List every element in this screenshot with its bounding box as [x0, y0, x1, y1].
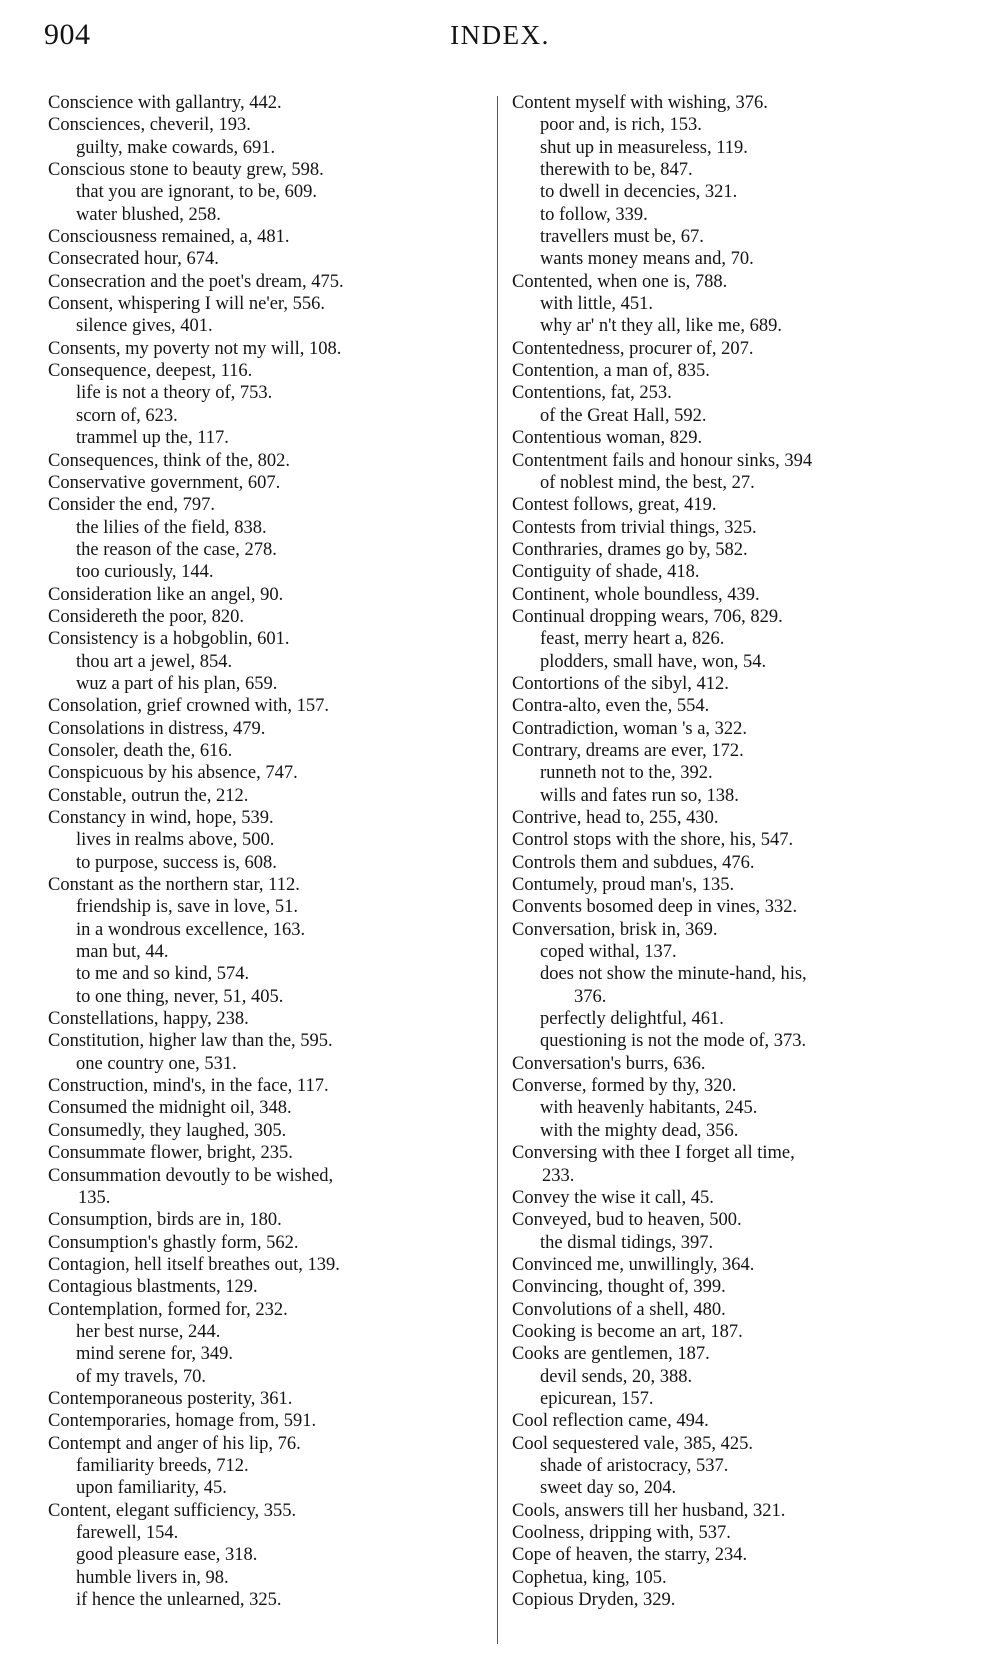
index-subentry: therewith to be, 847.	[540, 160, 693, 181]
index-entry: Contests from trivial things, 325.	[512, 517, 757, 538]
index-subentry: with the mighty dead, 356.	[540, 1120, 739, 1141]
index-entry: Consummation devoutly to be wished,	[48, 1165, 334, 1186]
index-entry: Consumption, birds are in, 180.	[48, 1210, 282, 1231]
index-subentry: if hence the unlearned, 325.	[76, 1590, 282, 1611]
index-entry: Consideration like an angel, 90.	[48, 584, 284, 605]
index-entry: Conversation's burrs, 636.	[512, 1053, 706, 1074]
index-entry: Cophetua, king, 105.	[512, 1567, 667, 1588]
index-entry: Consoler, death the, 616.	[48, 740, 233, 761]
index-entry: Contrary, dreams are ever, 172.	[512, 740, 744, 761]
index-entry: Conveyed, bud to heaven, 500.	[512, 1210, 742, 1231]
index-subentry: upon familiarity, 45.	[76, 1478, 227, 1499]
index-subentry: plodders, small have, won, 54.	[540, 651, 767, 672]
index-subentry: guilty, make cowards, 691.	[76, 137, 276, 158]
index-entry: Copious Dryden, 329.	[512, 1590, 676, 1611]
index-entry: Convey the wise it call, 45.	[512, 1187, 714, 1208]
index-entry: Consciousness remained, a, 481.	[48, 227, 290, 248]
index-subentry: feast, merry heart a, 826.	[540, 629, 725, 650]
index-entry: Contagious blastments, 129.	[48, 1277, 258, 1298]
index-entry: Consumed the midnight oil, 348.	[48, 1098, 292, 1119]
index-subentry: epicurean, 157.	[540, 1388, 654, 1409]
index-entry: Cooks are gentlemen, 187.	[512, 1344, 710, 1365]
index-subentry: wants money means and, 70.	[540, 249, 754, 270]
page-title: INDEX.	[450, 20, 550, 50]
index-subentry: humble livers in, 98.	[76, 1567, 229, 1588]
index-subentry: with little, 451.	[540, 294, 654, 315]
index-entry: Consumption's ghastly form, 562.	[48, 1232, 299, 1253]
index-entry: Convolutions of a shell, 480.	[512, 1299, 726, 1320]
index-entry: Consolations in distress, 479.	[48, 718, 266, 739]
index-entry: Control stops with the shore, his, 547.	[512, 830, 794, 851]
index-entry: Consequences, think of the, 802.	[48, 450, 290, 471]
index-subentry: of noblest mind, the best, 27.	[540, 472, 755, 493]
index-entry: Constable, outrun the, 212.	[48, 785, 249, 806]
index-entry: Contempt and anger of his lip, 76.	[48, 1433, 301, 1454]
index-entry-continuation: 376.	[574, 986, 607, 1007]
index-entry: Continual dropping wears, 706, 829.	[512, 606, 783, 627]
index-entry: Contra-alto, even the, 554.	[512, 696, 710, 717]
index-entry: Cool sequestered vale, 385, 425.	[512, 1433, 753, 1454]
index-entry: Convinced me, unwillingly, 364.	[512, 1254, 755, 1275]
index-entry: Contumely, proud man's, 135.	[512, 875, 735, 896]
index-column-left	[48, 92, 478, 1611]
index-subentry: water blushed, 258.	[76, 204, 221, 225]
index-subentry: runneth not to the, 392.	[540, 763, 713, 784]
index-entry: Conversing with thee I forget all time,	[512, 1143, 795, 1164]
index-entry: Conversation, brisk in, 369.	[512, 919, 718, 940]
index-subentry: man but, 44.	[76, 942, 169, 963]
index-subentry: with heavenly habitants, 245.	[540, 1098, 758, 1119]
index-subentry: to dwell in decencies, 321.	[540, 182, 738, 203]
index-entry: Consolation, grief crowned with, 157.	[48, 696, 330, 717]
index-subentry: her best nurse, 244.	[76, 1321, 221, 1342]
index-subentry: why ar' n't they all, like me, 689.	[540, 316, 782, 337]
index-subentry: thou art a jewel, 854.	[76, 651, 233, 672]
index-entry: Content myself with wishing, 376.	[512, 93, 768, 113]
column-divider	[497, 96, 498, 1644]
index-entry: Conservative government, 607.	[48, 472, 281, 493]
index-subentry: farewell, 154.	[76, 1523, 179, 1543]
index-entry: Contention, a man of, 835.	[512, 361, 710, 382]
index-entry: Conspicuous by his absence, 747.	[48, 763, 298, 784]
index-entry: Consummate flower, bright, 235.	[48, 1143, 293, 1164]
index-entry: Consecrated hour, 674.	[48, 249, 219, 270]
index-subentry: the dismal tidings, 397.	[540, 1232, 714, 1253]
index-entry: Content, elegant sufficiency, 355.	[48, 1500, 297, 1521]
index-subentry: lives in realms above, 500.	[76, 830, 275, 851]
index-entry: Contest follows, great, 419.	[512, 495, 717, 516]
index-subentry: of my travels, 70.	[76, 1366, 206, 1387]
index-subentry: does not show the minute-hand, his,	[540, 964, 807, 985]
index-entry: Cope of heaven, the starry, 234.	[512, 1545, 748, 1566]
index-entry: Consistency is a hobgoblin, 601.	[48, 629, 290, 650]
index-subentry: good pleasure ease, 318.	[76, 1545, 258, 1566]
index-entry: Conscious stone to beauty grew, 598.	[48, 160, 324, 181]
index-entry: Contentious woman, 829.	[512, 428, 703, 449]
index-subentry: mind serene for, 349.	[76, 1344, 233, 1365]
index-subentry: wuz a part of his plan, 659.	[76, 673, 278, 694]
index-entry: Conscience with gallantry, 442.	[48, 93, 282, 113]
index-entry: Contagion, hell itself breathes out, 139.	[48, 1254, 340, 1275]
index-column-right	[512, 92, 942, 1611]
index-subentry: poor and, is rich, 153.	[540, 115, 702, 136]
index-subentry: the reason of the case, 278.	[76, 539, 277, 560]
index-subentry: the lilies of the field, 838.	[76, 517, 267, 538]
index-subentry: coped withal, 137.	[540, 942, 677, 963]
index-subentry: to me and so kind, 574.	[76, 964, 250, 985]
index-subentry: sweet day so, 204.	[540, 1478, 677, 1499]
index-entry: Cools, answers till her husband, 321.	[512, 1500, 786, 1521]
index-entry: Considereth the poor, 820.	[48, 606, 245, 627]
index-subentry: shade of aristocracy, 537.	[540, 1455, 729, 1476]
index-subentry: friendship is, save in love, 51.	[76, 897, 298, 918]
index-entry: Converse, formed by thy, 320.	[512, 1076, 737, 1097]
index-entry: Consequence, deepest, 116.	[48, 361, 253, 382]
index-entry: Cool reflection came, 494.	[512, 1411, 709, 1432]
index-subentry: too curiously, 144.	[76, 562, 214, 583]
index-entry: Continent, whole boundless, 439.	[512, 584, 760, 605]
index-entry: Consumedly, they laughed, 305.	[48, 1120, 287, 1141]
index-subentry: travellers must be, 67.	[540, 227, 704, 248]
index-subentry: to purpose, success is, 608.	[76, 852, 277, 873]
index-entry: Contradiction, woman 's a, 322.	[512, 718, 748, 739]
index-subentry: of the Great Hall, 592.	[540, 405, 707, 426]
index-subentry: in a wondrous excellence, 163.	[76, 919, 306, 940]
index-entry: Contemporaries, homage from, 591.	[48, 1411, 317, 1432]
index-entry: Constancy in wind, hope, 539.	[48, 808, 274, 828]
index-entry: Contentedness, procurer of, 207.	[512, 338, 754, 359]
index-entry: Consciences, cheveril, 193.	[48, 115, 251, 136]
index-subentry: to one thing, never, 51, 405.	[76, 986, 284, 1007]
page-number: 904	[44, 18, 91, 51]
index-entry: Contented, when one is, 788.	[512, 271, 728, 292]
index-entry-continuation: 135.	[78, 1187, 111, 1208]
index-entry: Construction, mind's, in the face, 117.	[48, 1076, 329, 1097]
index-subentry: questioning is not the mode of, 373.	[540, 1031, 807, 1052]
index-entry: Contortions of the sibyl, 412.	[512, 673, 729, 694]
index-entry: Convents bosomed deep in vines, 332.	[512, 897, 798, 918]
index-entry: Contiguity of shade, 418.	[512, 562, 700, 583]
index-subentry: trammel up the, 117.	[76, 428, 229, 449]
index-entry: Contemplation, formed for, 232.	[48, 1299, 288, 1320]
index-subentry: to follow, 339.	[540, 204, 648, 225]
index-entry: Consents, my poverty not my will, 108.	[48, 338, 342, 359]
index-entry: Consider the end, 797.	[48, 495, 215, 516]
index-subentry: perfectly delightful, 461.	[540, 1009, 724, 1030]
index-entry: Consent, whispering I will ne'er, 556.	[48, 294, 325, 315]
index-entry: Constellations, happy, 238.	[48, 1009, 249, 1030]
index-subentry: familiarity breeds, 712.	[76, 1455, 249, 1476]
index-subentry: silence gives, 401.	[76, 316, 213, 337]
index-entry: Convincing, thought of, 399.	[512, 1277, 726, 1298]
index-subentry: one country one, 531.	[76, 1053, 237, 1074]
index-subentry: wills and fates run so, 138.	[540, 785, 739, 806]
index-entry: Contrive, head to, 255, 430.	[512, 808, 719, 828]
index-entry: Conthraries, drames go by, 582.	[512, 539, 748, 560]
index-subentry: devil sends, 20, 388.	[540, 1366, 693, 1387]
index-entry: Consecration and the poet's dream, 475.	[48, 271, 344, 292]
index-entry-continuation: 233.	[542, 1165, 575, 1186]
index-entry: Constant as the northern star, 112.	[48, 875, 300, 896]
index-entry: Contemporaneous posterity, 361.	[48, 1388, 293, 1409]
index-subentry: scorn of, 623.	[76, 405, 178, 426]
index-entry: Coolness, dripping with, 537.	[512, 1523, 731, 1543]
index-entry: Contentment fails and honour sinks, 394	[512, 450, 813, 471]
index-entry: Cooking is become an art, 187.	[512, 1321, 743, 1342]
index-subentry: life is not a theory of, 753.	[76, 383, 273, 404]
index-entry: Controls them and subdues, 476.	[512, 852, 755, 873]
index-subentry: that you are ignorant, to be, 609.	[76, 182, 317, 203]
index-entry: Constitution, higher law than the, 595.	[48, 1031, 333, 1052]
index-entry: Contentions, fat, 253.	[512, 383, 672, 404]
index-subentry: shut up in measureless, 119.	[540, 137, 748, 158]
